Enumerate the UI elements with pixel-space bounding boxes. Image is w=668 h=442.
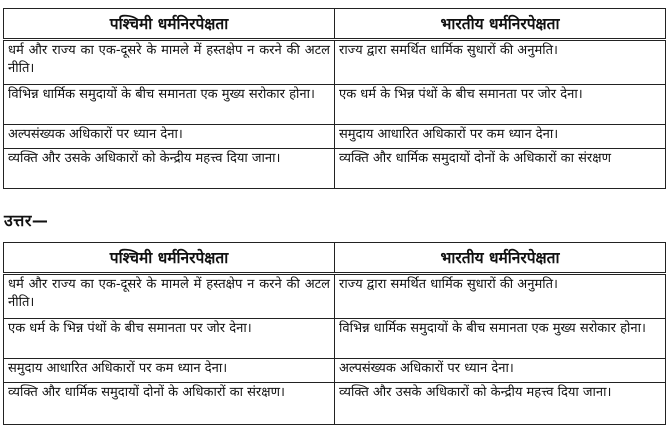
western-cell: व्यक्ति और धार्मिक समुदायों दोनों के अधिकारों का संरक्षण।	[4, 383, 335, 425]
table-row	[4, 125, 666, 149]
header-western-secularism: पश्चिमी धर्मनिरपेक्षता	[4, 243, 335, 274]
western-cell: एक धर्म के भिन्न पंथों के बीच समानता पर जोर देना।	[4, 319, 335, 359]
answer-table	[3, 242, 666, 425]
western-cell: व्यक्ति और उसके अधिकारों को केन्द्रीय महत्त्व दिया जाना।	[4, 149, 335, 189]
indian-cell: समुदाय आधारित अधिकारों पर कम ध्यान देना।	[335, 125, 666, 149]
western-cell: समुदाय आधारित अधिकारों पर कम ध्यान देना।	[4, 359, 335, 383]
question-table	[3, 8, 666, 189]
western-cell: अल्पसंख्यक अधिकारों पर ध्यान देना।	[4, 125, 335, 149]
indian-cell: राज्य द्वारा समर्थित धार्मिक सुधारों की अनुमति।	[335, 40, 666, 85]
table-row	[4, 149, 666, 189]
western-cell: धर्म और राज्य का एक-दूसरे के मामले में हस्तक्षेप न करने की अटल नीति।	[4, 40, 335, 85]
answer-label: उत्तर—	[4, 211, 49, 230]
western-cell: विभिन्न धार्मिक समुदायों के बीच समानता एक मुख्य सरोकार होना।	[4, 85, 335, 125]
indian-cell: व्यक्ति और धार्मिक समुदायों दोनों के अधिकारों का संरक्षण	[335, 149, 666, 189]
table-row	[4, 359, 666, 383]
indian-cell: एक धर्म के भिन्न पंथों के बीच समानता पर जोर देना।	[335, 85, 666, 125]
table-row	[4, 383, 666, 425]
indian-cell: विभिन्न धार्मिक समुदायों के बीच समानता एक मुख्य सरोकार होना।	[335, 319, 666, 359]
table-row	[4, 85, 666, 125]
table-header-row	[4, 243, 666, 274]
indian-cell: राज्य द्वारा समर्थित धार्मिक सुधारों की अनुमति।	[335, 274, 666, 319]
table-row	[4, 40, 666, 85]
header-indian-secularism: भारतीय धर्मनिरपेक्षता	[335, 9, 666, 40]
western-cell: धर्म और राज्य का एक-दूसरे के मामले में हस्तक्षेप न करने की अटल नीति।	[4, 274, 335, 319]
indian-cell: अल्पसंख्यक अधिकारों पर ध्यान देना।	[335, 359, 666, 383]
table-row	[4, 274, 666, 319]
table-header-row	[4, 9, 666, 40]
table-row	[4, 319, 666, 359]
header-indian-secularism: भारतीय धर्मनिरपेक्षता	[335, 243, 666, 274]
header-western-secularism: पश्चिमी धर्मनिरपेक्षता	[4, 9, 335, 40]
indian-cell: व्यक्ति और उसके अधिकारों को केन्द्रीय महत्त्व दिया जाना।	[335, 383, 666, 425]
